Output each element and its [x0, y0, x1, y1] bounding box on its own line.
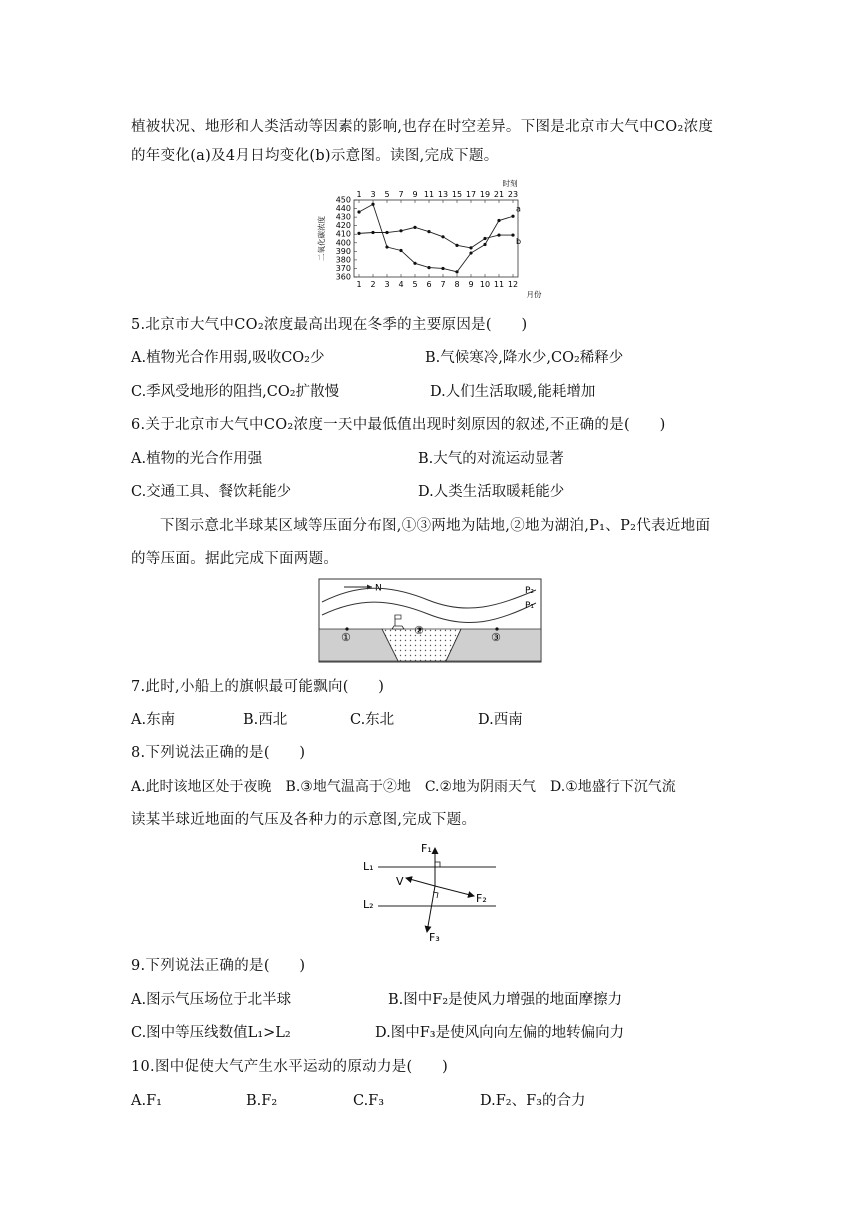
x-top-tick-label: 13 — [437, 190, 449, 199]
site-2-label: ② — [414, 624, 424, 637]
q5-option-c[interactable]: C.季风受地形的阻挡,CO₂扩散慢 — [131, 384, 340, 400]
x-top-tick-label: 19 — [479, 190, 491, 199]
series-b-point — [413, 226, 416, 229]
x-bottom-tick-label: 11 — [493, 280, 505, 289]
force-f3-arrow — [427, 886, 435, 932]
x-bottom-tick-label: 8 — [454, 280, 460, 289]
y-tick-label: 360 — [335, 272, 351, 282]
q6-option-c[interactable]: C.交通工具、餐饮耗能少 — [131, 484, 292, 500]
y-axis-label: 二氧化碳浓度 — [317, 216, 326, 261]
intro2-line-2: 的等压面。据此完成下面两题。 — [131, 551, 339, 567]
series-b-point — [441, 235, 444, 238]
q6-option-b[interactable]: B.大气的对流运动显著 — [418, 451, 564, 467]
x-bottom-tick-label: 2 — [370, 280, 376, 289]
force-diagram — [358, 840, 508, 944]
flag-icon — [395, 615, 401, 619]
q10-stem: 10.图中促使大气产生水平运动的原动力是( ) — [131, 1059, 449, 1075]
velocity-v-arrow — [406, 878, 435, 886]
y-tick-label: 400 — [335, 238, 351, 248]
x-top-tick-label: 9 — [412, 190, 418, 199]
series-b-point — [455, 244, 458, 247]
label-p1: P₁ — [525, 601, 535, 611]
x-bottom-tick-label: 6 — [426, 280, 432, 289]
series-a-point — [469, 251, 472, 254]
isobar-diagram — [318, 578, 542, 664]
q5-option-d[interactable]: D.人们生活取暖,能耗增加 — [430, 384, 596, 400]
q6-option-d[interactable]: D.人类生活取暖耗能少 — [418, 484, 565, 500]
right-angle-f1-icon — [435, 862, 440, 867]
x-top-tick-label: 17 — [465, 190, 477, 199]
y-tick-label: 410 — [335, 229, 351, 239]
q9-stem: 9.下列说法正确的是( ) — [131, 958, 306, 974]
label-l2: L₂ — [363, 898, 374, 911]
q6-stem: 6.关于北京市大气中CO₂浓度一天中最低值出现时刻原因的叙述,不正确的是( ) — [131, 417, 666, 433]
x-top-axis-label: 时刻 — [502, 179, 518, 188]
q10-option-d[interactable]: D.F₂、F₃的合力 — [480, 1093, 586, 1109]
force-f2-arrow — [435, 886, 474, 896]
chart-series — [357, 203, 521, 274]
series-b-line — [359, 227, 513, 248]
y-tick-label: 420 — [335, 221, 351, 231]
x-top-tick-label: 3 — [370, 190, 376, 199]
x-top-tick-label: 21 — [493, 190, 505, 199]
chart-ticks — [316, 178, 542, 299]
x-top-tick-label: 1 — [356, 190, 362, 199]
series-b-point — [483, 237, 486, 240]
q9-option-c[interactable]: C.图中等压线数值L₁>L₂ — [131, 1025, 291, 1041]
q7-option-c[interactable]: C.东北 — [350, 712, 395, 728]
series-b-point — [511, 233, 514, 236]
site-1-label: ① — [341, 631, 351, 644]
q6-option-a[interactable]: A.植物的光合作用强 — [131, 451, 263, 467]
series-b-point — [357, 232, 360, 235]
y-tick-label: 390 — [335, 246, 351, 256]
boat-icon — [392, 626, 404, 629]
intro-line-1: 植被状况、地形和人类活动等因素的影响,也存在时空差异。下图是北京市大气中CO₂浓度 — [131, 119, 714, 135]
series-a-point — [441, 267, 444, 270]
series-a-label: a — [516, 204, 521, 214]
series-a-point — [455, 270, 458, 273]
label-f1: F₁ — [421, 842, 432, 855]
q9-option-d[interactable]: D.图中F₃是使风向向左偏的地转偏向力 — [375, 1025, 625, 1041]
series-b-point — [385, 231, 388, 234]
intro-line-2: 的年变化(a)及4月日均变化(b)示意图。读图,完成下题。 — [131, 148, 499, 164]
series-a-point — [357, 210, 360, 213]
x-bottom-tick-label: 12 — [507, 280, 519, 289]
q10-option-c[interactable]: C.F₃ — [353, 1093, 385, 1109]
series-b-label: b — [516, 237, 522, 247]
site-3-label: ③ — [491, 631, 501, 644]
y-tick-label: 370 — [335, 263, 351, 273]
label-f3: F₃ — [429, 931, 440, 944]
q9-option-b[interactable]: B.图中F₂是使风力增强的地面摩擦力 — [388, 992, 623, 1008]
label-v: V — [396, 875, 404, 888]
north-label: N — [375, 583, 382, 594]
x-bottom-tick-label: 3 — [384, 280, 390, 289]
q5-stem: 5.北京市大气中CO₂浓度最高出现在冬季的主要原因是( ) — [131, 317, 528, 333]
series-b-point — [399, 229, 402, 232]
q8-stem: 8.下列说法正确的是( ) — [131, 745, 306, 761]
x-bottom-tick-label: 7 — [440, 280, 446, 289]
series-a-point — [385, 245, 388, 248]
x-top-tick-label: 5 — [384, 190, 390, 199]
q5-option-a[interactable]: A.植物光合作用弱,吸收CO₂少 — [131, 350, 325, 366]
intro3: 读某半球近地面的气压及各种力的示意图,完成下题。 — [131, 812, 477, 828]
series-a-point — [497, 219, 500, 222]
x-top-tick-label: 7 — [398, 190, 404, 199]
q10-option-a[interactable]: A.F₁ — [131, 1093, 162, 1109]
series-b-point — [497, 233, 500, 236]
x-top-tick-label: 15 — [451, 190, 463, 199]
x-top-tick-label: 11 — [423, 190, 435, 199]
q7-option-a[interactable]: A.东南 — [131, 712, 176, 728]
plot-frame — [354, 200, 518, 277]
q7-stem: 7.此时,小船上的旗帜最可能飘向( ) — [131, 679, 385, 695]
series-a-point — [511, 215, 514, 218]
series-b-point — [371, 231, 374, 234]
chart-frame — [354, 200, 518, 277]
series-a-point — [371, 203, 374, 206]
intro2-line-1: 下图示意北半球某区域等压面分布图,①③两地为陆地,②地为湖泊,P₁、P₂代表近地面 — [160, 518, 711, 534]
q7-option-d[interactable]: D.西南 — [478, 712, 523, 728]
series-b-point — [427, 230, 430, 233]
series-a-point — [483, 243, 486, 246]
label-f2: F₂ — [476, 892, 487, 905]
x-bottom-tick-label: 4 — [398, 280, 404, 289]
x-bottom-tick-label: 5 — [412, 280, 418, 289]
y-tick-label: 430 — [335, 212, 351, 222]
q10-option-b[interactable]: B.F₂ — [246, 1093, 278, 1109]
q7-option-b[interactable]: B.西北 — [243, 712, 288, 728]
q8-options[interactable]: A.此时该地区处于夜晚 B.③地气温高于②地 C.②地为阴雨天气 D.①地盛行下沉气流 — [131, 779, 676, 795]
series-a-point — [427, 266, 430, 269]
series-a-line — [359, 204, 513, 272]
label-l1: L₁ — [363, 860, 374, 873]
x-bottom-tick-label: 1 — [356, 280, 362, 289]
isobar-p2 — [322, 588, 536, 608]
series-b-point — [469, 246, 472, 249]
y-tick-label: 450 — [335, 195, 351, 205]
x-bottom-tick-label: 10 — [479, 280, 491, 289]
q9-option-a[interactable]: A.图示气压场位于北半球 — [131, 992, 292, 1008]
x-bottom-axis-label: 月份 — [526, 290, 542, 299]
series-a-point — [413, 262, 416, 265]
series-a-point — [399, 249, 402, 252]
q5-option-b[interactable]: B.气候寒冷,降水少,CO₂稀释少 — [425, 350, 624, 366]
label-p2: P₂ — [525, 586, 535, 596]
y-tick-label: 380 — [335, 255, 351, 265]
x-top-tick-label: 23 — [507, 190, 519, 199]
isobar-p1 — [322, 602, 536, 622]
y-tick-label: 440 — [335, 204, 351, 214]
co2-concentration-chart — [317, 178, 542, 300]
x-bottom-tick-label: 9 — [468, 280, 474, 289]
